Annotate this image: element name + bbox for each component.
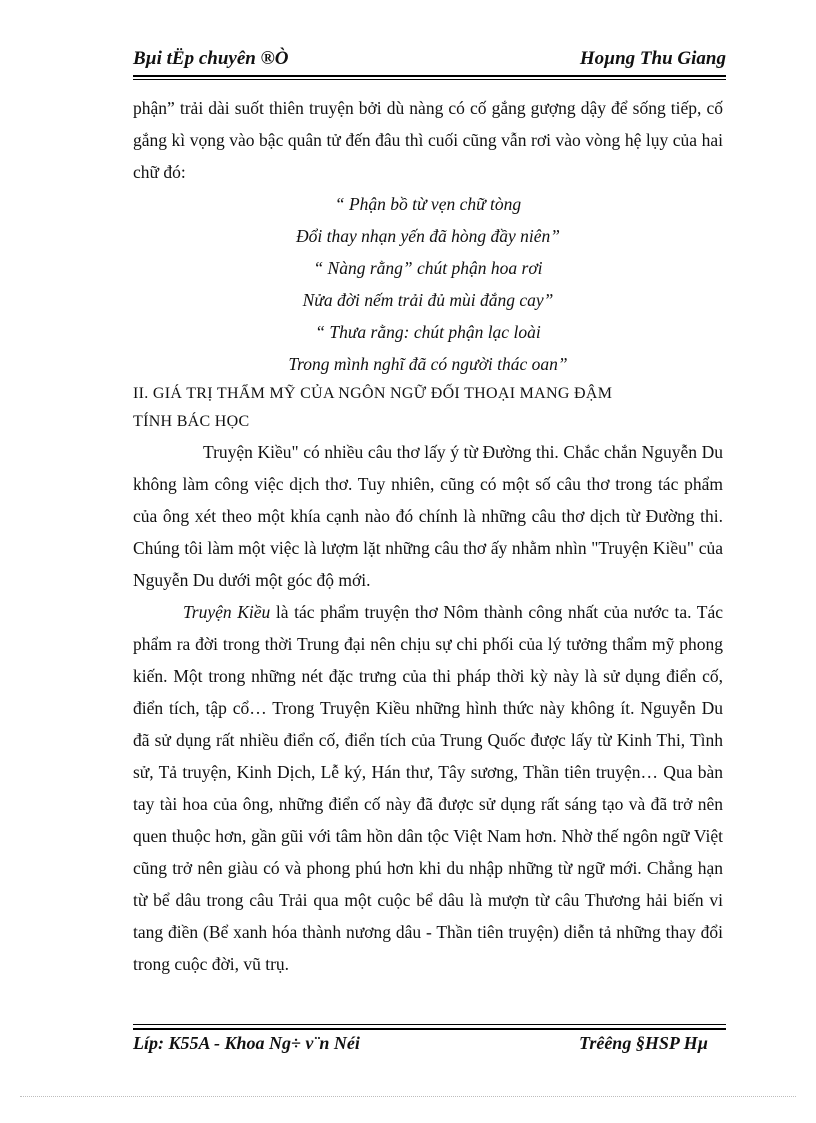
poem-block (133, 188, 723, 380)
paragraph-2: Truyện Kiều" có nhiều câu thơ lấy ý từ Đường thi. Chắc chắn Nguyễn Du không làm công việc dịch thơ. Tuy nhiên, cũng có một số câu thơ trong tác phẩm của ông xét theo một khía cạnh nào đó chính là những câu thơ dịch từ Đường thi. Chúng tôi làm một việc là lượm lặt những câu thơ ấy nhằm nhìn "Truyện Kiều" của Nguyễn Du dưới một góc độ mới. (133, 442, 723, 590)
footer-rule-thick (133, 1028, 726, 1030)
paragraph-1: phận” trải dài suốt thiên truyện bởi dù nàng có cố gắng gượng dậy để sống tiếp, cố gắng kì vọng vào bậc quân tử đến đâu thì cuối cũng vẫn rơi vào vòng hệ lụy của hai chữ đó: (133, 98, 723, 182)
section-heading-line-1: II. GIÁ TRỊ THẨM MỸ CỦA NGÔN NGỮ ĐỐI THOẠI MANG ĐẬM (133, 385, 613, 402)
page-body (133, 92, 723, 980)
poem-line: Đổi thay nhạn yến đã hòng đầy niên” (296, 226, 560, 246)
page-bottom-dotted-edge (20, 1096, 796, 1097)
page-header (133, 48, 726, 74)
poem-line: “ Thưa rằng: chút phận lạc loài (315, 322, 541, 342)
header-rule-thick (133, 75, 726, 77)
poem-line: “ Phận bồ từ vẹn chữ tòng (334, 194, 522, 214)
footer-right-text: Trêêng §HSP Hµ (579, 1033, 709, 1053)
poem-line: “ Nàng rằng” chút phận hoa rơi (313, 258, 543, 278)
section-heading-line-2: TÍNH BÁC HỌC (133, 413, 250, 430)
poem-line: Trong mình nghĩ đã có người thác oan” (288, 354, 568, 374)
footer-left-text: Líp: K55A - Khoa Ng÷ v¨n Néi (133, 1033, 360, 1053)
header-right-text: Hoµng Thu Giang (579, 48, 726, 69)
header-rule-thin (133, 79, 726, 80)
paragraph-3-text: là tác phẩm truyện thơ Nôm thành công nhất của nước ta. Tác phẩm ra đời trong thời Trung đại nên chịu sự chi phối của lý tưởng thẩm mỹ phong kiến. Một trong những nét đặc trưng của thi pháp thời kỳ này là sử dụng điển cố, điển tích, tập cổ… Trong Truyện Kiều những hình thức này không ít. Nguyễn Du đã sử dụng rất nhiều điển cố, điển tích của Trung Quốc được lấy từ Kinh Thi, Tình sử, Tả truyện, Kinh Dịch, Lễ ký, Hán thư, Tây sương, Thần tiên truyện… Qua bàn tay tài hoa của ông, những điển cố này đã được sử dụng rất sáng tạo và đã trở nên quen thuộc hơn, gần gũi với tâm hồn dân tộc Việt Nam hơn. Nhờ thế ngôn ngữ Việt cũng trở nên giàu có và phong phú hơn khi du nhập những từ ngữ mới. Chẳng hạn từ bể dâu trong câu Trải qua một cuộc bể dâu là mượn từ câu Thương hải biến vi tang điền (Bể xanh hóa thành nương dâu - Thần tiên truyện) diễn tả những thay đổi trong cuộc đời, vũ trụ. (133, 602, 723, 974)
paragraph-3 (133, 596, 723, 980)
footer-rule-thin (133, 1024, 726, 1025)
poem-line: Nửa đời nếm trải đủ mùi đắng cay” (302, 290, 554, 310)
work-title-italic: Truyện Kiều (183, 602, 271, 622)
header-left-text: Bµi tËp chuyên ®Ò (133, 48, 289, 69)
page-footer (133, 1031, 726, 1081)
